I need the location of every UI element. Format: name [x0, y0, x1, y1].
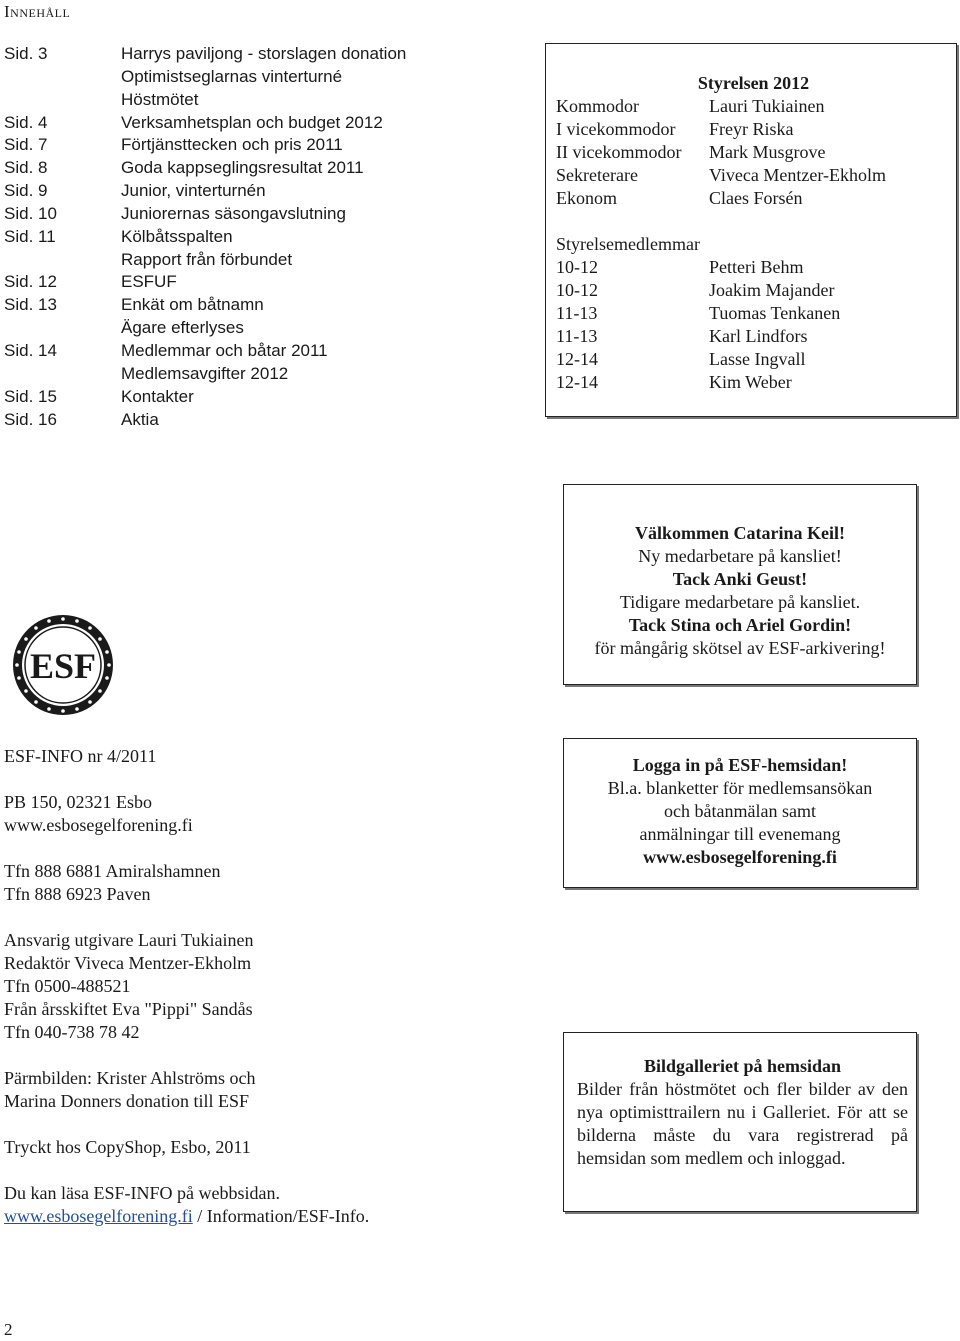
member-name: Lasse Ingvall	[709, 349, 806, 369]
board-name: Claes Forsén	[709, 188, 803, 208]
print-line: Tryckt hos CopyShop, Esbo, 2011	[4, 1137, 251, 1157]
publisher-line: Ansvarig utgivare Lauri Tukiainen	[4, 930, 254, 950]
member-name: Joakim Majander	[709, 280, 835, 300]
publication-info	[4, 745, 524, 1228]
board-row	[556, 348, 951, 371]
gallery-title: Bildgalleriet på hemsidan	[643, 1056, 841, 1076]
toc-title: Junior, vinterturnén	[121, 181, 266, 201]
toc-page: Sid. 9	[4, 181, 48, 201]
toc-page: Sid. 7	[4, 135, 48, 155]
toc-title: Medlemmar och båtar 2011	[121, 340, 328, 360]
member-name: Kim Weber	[709, 372, 792, 392]
board-role: II vicekommodor	[556, 142, 682, 162]
toc-title: Aktia	[121, 409, 159, 429]
toc-title: ESFUF	[121, 272, 177, 292]
login-url: www.esbosegelforening.fi	[643, 847, 837, 867]
toc-page: Sid. 3	[4, 44, 48, 63]
toc-row	[4, 248, 524, 271]
login-line: och båtanmälan samt	[664, 801, 816, 821]
toc-page: Sid. 14	[4, 340, 57, 360]
toc-title: Goda kappseglingsresultat 2011	[121, 158, 364, 178]
toc-row	[4, 293, 524, 316]
member-term: 12-14	[556, 349, 598, 369]
member-term: 11-13	[556, 303, 598, 323]
toc-title: Kölbåtsspalten	[121, 226, 233, 246]
welcome-line: Tack Stina och Ariel Gordin!	[628, 615, 852, 635]
login-line: anmälningar till evenemang	[639, 824, 841, 844]
editor-phone-line: Tfn 0500-488521	[4, 976, 131, 996]
toc-row	[4, 385, 524, 408]
member-term: 10-12	[556, 257, 598, 277]
toc-row	[4, 362, 524, 385]
board-box	[545, 43, 957, 417]
cover-line: Pärmbilden: Krister Ahlströms och	[4, 1068, 256, 1088]
toc-page: Sid. 10	[4, 203, 57, 223]
welcome-line: Ny medarbetare på kansliet!	[638, 546, 842, 566]
login-title: Logga in på ESF-hemsidan!	[632, 755, 848, 775]
board-row	[556, 164, 951, 187]
toc-row	[4, 225, 524, 248]
welcome-line: Tidigare medarbetare på kansliet.	[619, 592, 861, 612]
toc-row	[4, 270, 524, 293]
editor2-phone-line: Tfn 040-738 78 42	[4, 1022, 140, 1042]
web-line: www.esbosegelforening.fi	[4, 815, 193, 835]
toc-title: Juniorernas säsongavslutning	[121, 203, 346, 223]
board-name: Lauri Tukiainen	[709, 96, 825, 116]
toc-row	[4, 316, 524, 339]
gallery-text: Bilder från höstmötet och fler bilder av den nya optimisttrailern nu i Galleriet. För att se bilderna måste du vara registrerad på hemsidan som medlem och inloggad.	[577, 1079, 908, 1168]
toc-title: Höstmötet	[121, 89, 199, 109]
toc-row	[4, 202, 524, 225]
website-path: / Information/ESF-Info.	[192, 1206, 370, 1226]
toc-title: Kontakter	[121, 386, 194, 406]
toc-row	[4, 42, 524, 65]
board-row	[556, 256, 951, 279]
section-heading: Innehåll	[4, 2, 71, 21]
board-row	[556, 187, 951, 210]
toc-row	[4, 179, 524, 202]
board-row	[556, 118, 951, 141]
board-name: Viveca Mentzer-Ekholm	[709, 165, 886, 185]
toc-title: Förtjänsttecken och pris 2011	[121, 135, 343, 155]
board-row	[556, 279, 951, 302]
issue-line: ESF-INFO nr 4/2011	[4, 746, 157, 766]
toc-title: Medlemsavgifter 2012	[121, 363, 289, 383]
board-role: I vicekommodor	[556, 119, 676, 139]
toc-page: Sid. 11	[4, 226, 56, 246]
toc-title: Verksamhetsplan och budget 2012	[121, 112, 383, 132]
toc-page: Sid. 13	[4, 295, 57, 315]
toc-title: Optimistseglarnas vinterturné	[121, 66, 343, 86]
board-role: Kommodor	[556, 96, 639, 116]
phone-line: Tfn 888 6923 Paven	[4, 884, 151, 904]
phone-line: Tfn 888 6881 Amiralshamnen	[4, 861, 221, 881]
logo-lettering: ESF	[29, 646, 97, 686]
login-box	[563, 738, 917, 888]
board-role: Sekreterare	[556, 165, 638, 185]
board-row	[556, 371, 951, 394]
gallery-box	[563, 1032, 917, 1212]
welcome-line: Tack Anki Geust!	[672, 569, 808, 589]
toc-row	[4, 88, 524, 111]
welcome-box	[563, 484, 917, 685]
member-term: 11-13	[556, 326, 598, 346]
website-link[interactable]: www.esbosegelforening.fi	[4, 1206, 193, 1226]
online-line: Du kan läsa ESF-INFO på webbsidan.	[4, 1183, 280, 1203]
toc-row	[4, 339, 524, 362]
toc-row	[4, 156, 524, 179]
toc-title: Enkät om båtnamn	[121, 295, 264, 315]
toc-page: Sid. 16	[4, 409, 57, 429]
board-officers	[556, 95, 951, 210]
member-term: 12-14	[556, 372, 598, 392]
board-members	[556, 256, 951, 394]
toc-row	[4, 408, 524, 431]
toc-row	[4, 133, 524, 156]
board-row	[556, 325, 951, 348]
toc-title: Harrys paviljong - storslagen donation	[121, 44, 407, 63]
board-name: Mark Musgrove	[709, 142, 826, 162]
board-role: Ekonom	[556, 188, 617, 208]
toc-page: Sid. 15	[4, 386, 57, 406]
board-title: Styrelsen 2012	[697, 73, 810, 93]
login-line: Bl.a. blanketter för medlemsansökan	[607, 778, 873, 798]
member-name: Tuomas Tenkanen	[709, 303, 841, 323]
esf-logo	[10, 612, 116, 718]
board-row	[556, 302, 951, 325]
welcome-line: för mångårig skötsel av ESF-arkivering!	[594, 638, 886, 658]
address-line: PB 150, 02321 Esbo	[4, 792, 153, 812]
page-number: 2	[4, 1320, 13, 1339]
toc-page: Sid. 12	[4, 272, 57, 292]
welcome-line: Välkommen Catarina Keil!	[635, 523, 845, 543]
toc-row	[4, 65, 524, 88]
board-name: Freyr Riska	[709, 119, 794, 139]
toc-row	[4, 111, 524, 134]
toc-page: Sid. 4	[4, 112, 48, 132]
table-of-contents	[4, 42, 524, 430]
member-name: Karl Lindfors	[709, 326, 808, 346]
cover-line: Marina Donners donation till ESF	[4, 1091, 249, 1111]
board-members-heading: Styrelsemedlemmar	[556, 234, 700, 254]
board-row	[556, 95, 951, 118]
editor-line: Redaktör Viveca Mentzer-Ekholm	[4, 953, 252, 973]
member-name: Petteri Behm	[709, 257, 804, 277]
online-link-line	[4, 1205, 524, 1228]
board-row	[556, 141, 951, 164]
toc-title: Ägare efterlyses	[121, 318, 244, 338]
member-term: 10-12	[556, 280, 598, 300]
toc-title: Rapport från förbundet	[121, 249, 293, 269]
editor2-line: Från årsskiftet Eva "Pippi" Sandås	[4, 999, 253, 1019]
toc-page: Sid. 8	[4, 158, 48, 178]
